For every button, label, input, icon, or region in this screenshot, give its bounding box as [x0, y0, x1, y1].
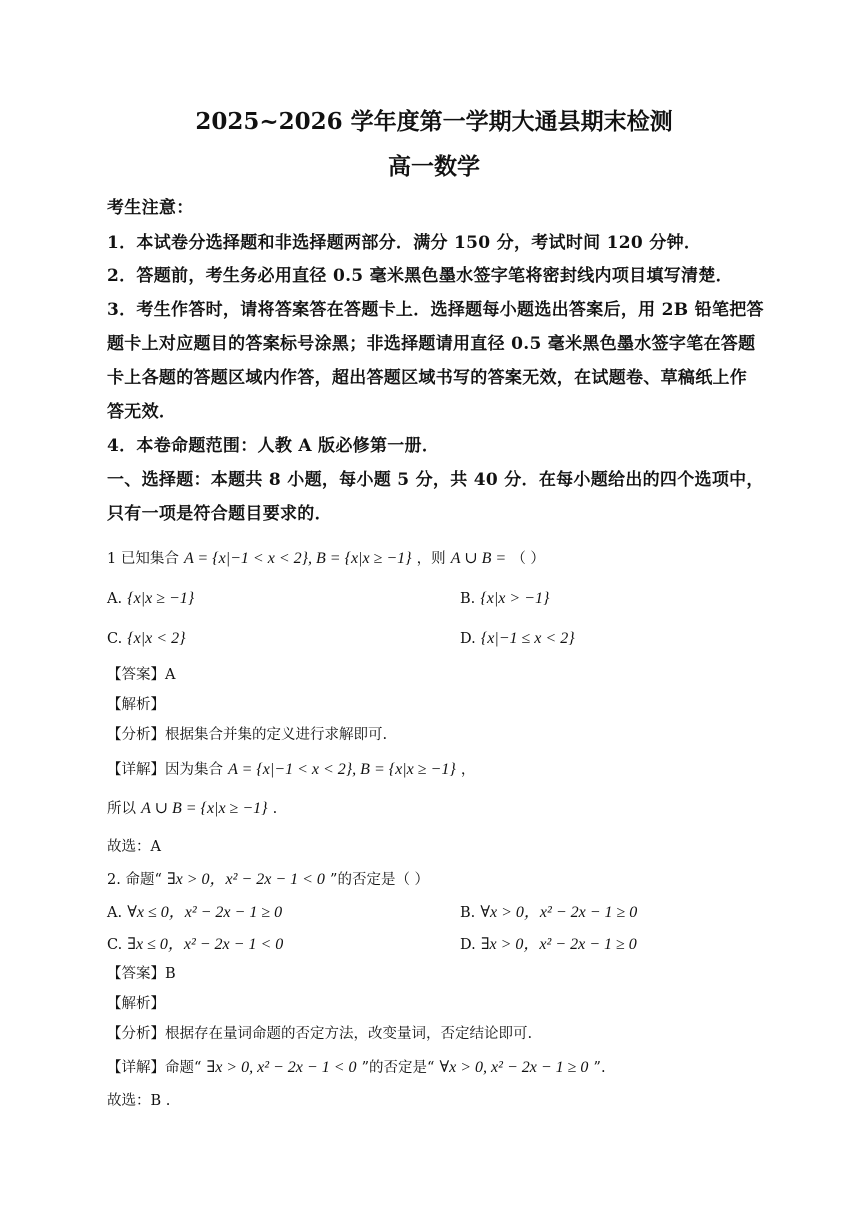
section-heading: 一、选择题：本题共 8 小题，每小题 5 分，共 40 分．在每小题给出的四个选项中，: [107, 470, 764, 490]
notice-line: 题卡上对应题目的答案标号涂黑；非选择题请用直径 0.5 毫米黑色墨水签字笔在答题: [107, 334, 756, 354]
option-label: B.: [460, 591, 476, 607]
option-label: C.: [107, 937, 123, 953]
stem-text: ”的否定是（ ）: [330, 872, 430, 888]
option-label: C.: [107, 631, 123, 647]
notice-line: 3．考生作答时，请将答案答在答题卡上．选择题每小题选出答案后，用 2B 铅笔把答: [107, 300, 764, 320]
notice-heading: 考生注意：: [107, 198, 194, 218]
option-label: D.: [460, 937, 476, 953]
answer-line: 【答案】A: [107, 667, 176, 683]
analysis-text: 【分析】根据存在量词命题的否定方法，改变量词，否定结论即可.: [107, 1026, 533, 1042]
analysis-label: 【解析】: [107, 697, 165, 713]
option-value: ∃x ≤ 0，x² − 2x − 1 < 0: [127, 936, 284, 953]
question-number: 1 已知集合: [107, 551, 179, 567]
answer-line: 【答案】B: [107, 966, 176, 982]
option-value: {x|x > −1}: [480, 590, 550, 607]
option-value: ∃x > 0，x² − 2x − 1 ≥ 0: [480, 936, 637, 953]
detail-line: [107, 800, 277, 817]
page-title: 2025~2026 学年度第一学期大通县期末检测: [195, 108, 673, 135]
option-a: [107, 904, 282, 921]
stem-text: ，则: [416, 551, 446, 567]
detail-line: [107, 761, 475, 778]
notice-line: 2．答题前，考生务必用直径 0.5 毫米黑色墨水签字笔将密封线内项目填写清楚．: [107, 266, 733, 286]
section-heading: 只有一项是符合题目要求的．: [107, 504, 332, 524]
detail-text: 所以: [107, 801, 136, 817]
analysis-label: 【解析】: [107, 996, 165, 1012]
page-subject: 高一数学: [388, 153, 480, 180]
option-value: ∀x ≤ 0，x² − 2x − 1 ≥ 0: [127, 904, 283, 921]
detail-text: 【详解】因为集合: [107, 762, 223, 778]
notice-line: 1．本试卷分选择题和非选择题两部分．满分 150 分，考试时间 120 分钟．: [107, 233, 702, 253]
option-b: [460, 904, 637, 921]
question-2-stem: [107, 871, 429, 888]
option-label: A.: [107, 905, 123, 921]
detail-text: ，: [460, 762, 476, 778]
option-b: [460, 590, 549, 607]
option-a: [107, 590, 194, 607]
math-formula: ∃x > 0，x² − 2x − 1 < 0: [166, 871, 325, 888]
math-formula: A ∪ B =: [450, 550, 507, 567]
choose-line: 故选：A: [107, 839, 161, 855]
option-label: A.: [107, 591, 123, 607]
option-d: [460, 936, 637, 953]
detail-text: ”的否定是“: [361, 1060, 435, 1076]
option-value: {x|x < 2}: [127, 630, 186, 647]
analysis-text: 【分析】根据集合并集的定义进行求解即可.: [107, 727, 388, 743]
answer-bracket: （ ）: [511, 551, 545, 567]
math-formula: ∀x > 0, x² − 2x − 1 ≥ 0: [439, 1059, 589, 1076]
option-c: [107, 936, 283, 953]
detail-line: [107, 1059, 606, 1076]
notice-line: 4．本卷命题范围：人教 A 版必修第一册．: [107, 436, 440, 456]
detail-text: ”.: [593, 1060, 606, 1076]
option-label: D.: [460, 631, 476, 647]
math-formula: A = {x|−1 < x < 2}, B = {x|x ≥ −1}: [228, 761, 456, 778]
notice-line: 卡上各题的答题区域内作答，超出答题区域书写的答案无效，在试题卷、草稿纸上作: [107, 368, 748, 388]
detail-text: .: [272, 801, 278, 817]
math-formula: A = {x|−1 < x < 2}, B = {x|x ≥ −1}: [183, 550, 412, 567]
option-value: ∀x > 0，x² − 2x − 1 ≥ 0: [480, 904, 638, 921]
choose-line: 故选：B .: [107, 1093, 171, 1109]
question-number: 2. 命题“: [107, 872, 162, 888]
notice-line: 答无效．: [107, 402, 177, 422]
question-1-stem: [107, 550, 545, 567]
math-formula: A ∪ B = {x|x ≥ −1}: [141, 800, 268, 817]
option-d: [460, 630, 575, 647]
math-formula: ∃x > 0, x² − 2x − 1 < 0: [206, 1059, 357, 1076]
option-label: B.: [460, 905, 476, 921]
option-value: {x|−1 ≤ x < 2}: [480, 630, 575, 647]
detail-text: 【详解】命题“: [107, 1060, 202, 1076]
option-value: {x|x ≥ −1}: [127, 590, 195, 607]
option-c: [107, 630, 185, 647]
